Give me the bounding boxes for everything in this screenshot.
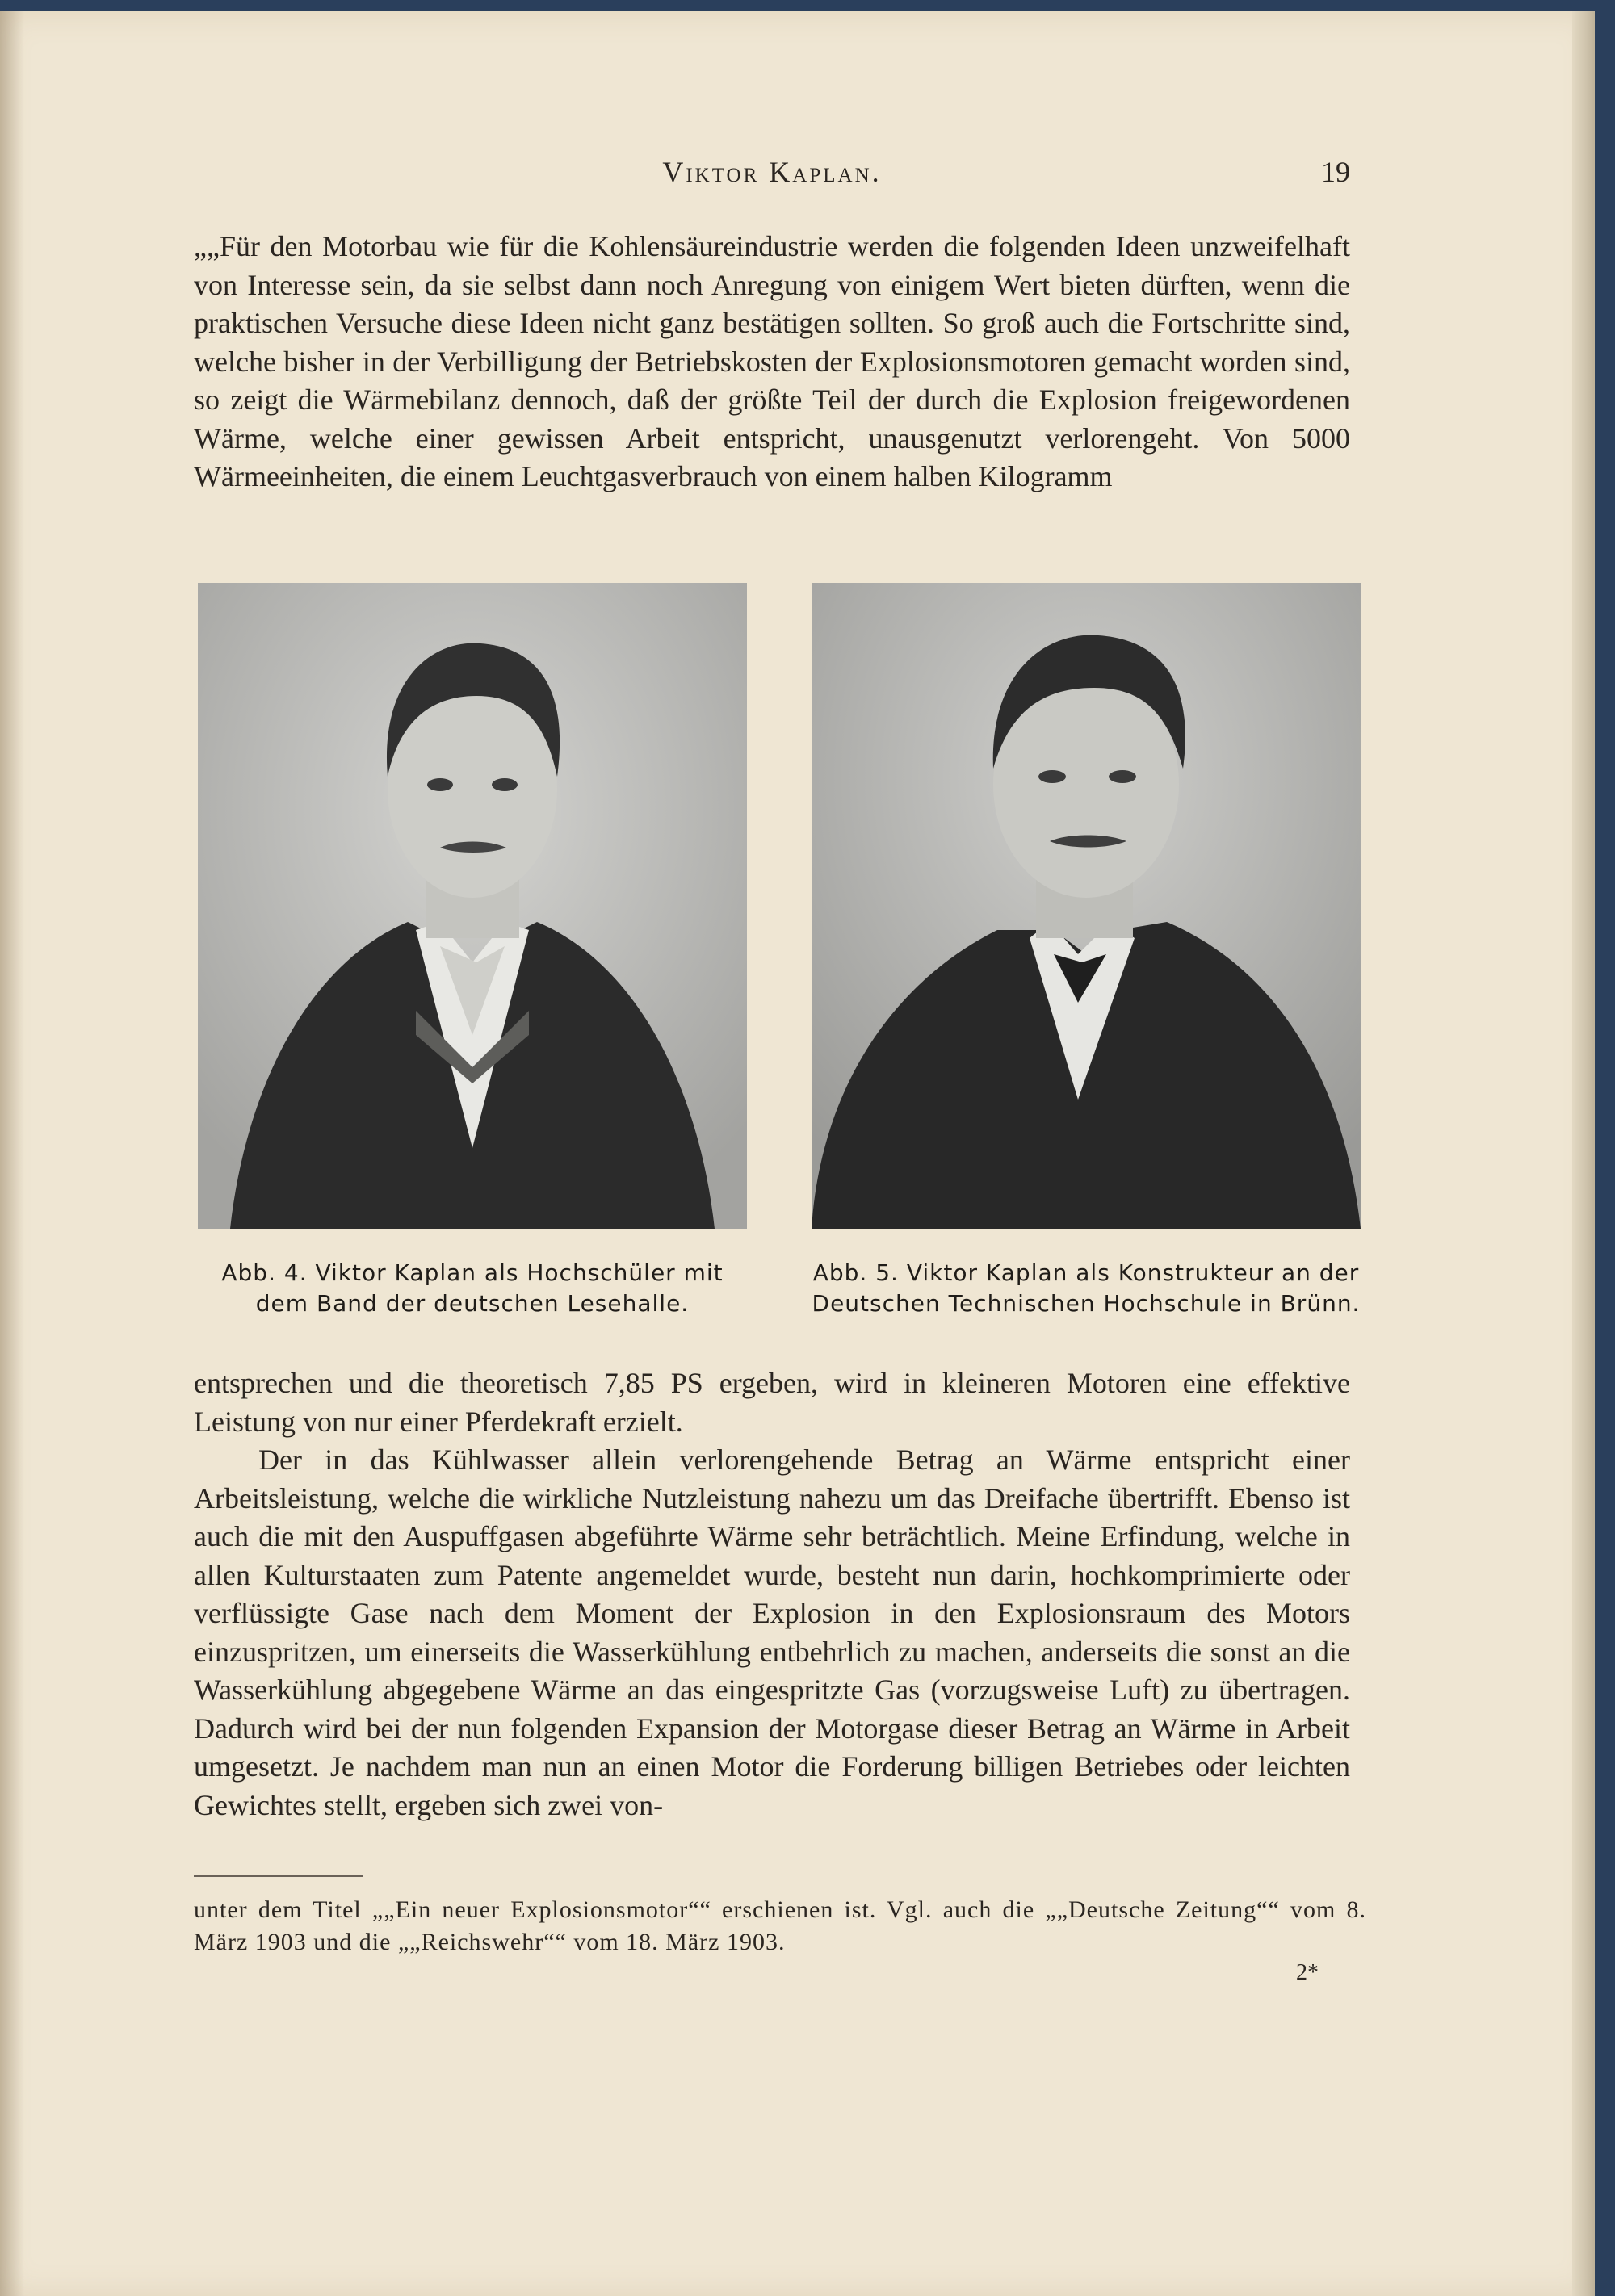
- paragraph-middle: entsprechen und die theoretisch 7,85 PS ergeben, wird in kleineren Motoren eine effektive Leistung von nur einer Pferdekraft erzielt.: [194, 1367, 1350, 1438]
- portrait-photo-engineer: [812, 583, 1361, 1229]
- figure-5-caption-line1: Abb. 5. Viktor Kaplan als Konstrukteur an der: [812, 1259, 1360, 1286]
- signature-mark: 2*: [1296, 1960, 1319, 1985]
- footnote-divider: [194, 1875, 363, 1877]
- spine-shadow: [0, 11, 24, 2296]
- figure-4-caption-line1: Abb. 4. Viktor Kaplan als Hochschüler mit: [221, 1259, 724, 1286]
- figure-5-caption: [795, 1258, 1377, 1319]
- portrait-image-student: [198, 583, 747, 1229]
- paragraph-lower: Der in das Kühlwasser allein verlorengehende Betrag an Wärme entspricht einer Arbeitsleistung, welche die wirkliche Nutzleistung nahezu um das Dreifache übertrifft. Ebenso ist auch die mit den Auspuffgasen abgeführte Wärme sehr beträchtlich. Meine Erfindung, welche in allen Kulturstaaten zum Patente angemeldet wurde, besteht nun darin, hochkomprimierte oder verflüssigte Gase nach dem Moment der Explosion in den Explosionsraum des Motors einzuspritzen, um einerseits die Wasserkühlung entbehrlich zu machen, anderseits die sonst an die Wasserkühlung abgegebene Wärme an das eingespritzte Gas (vorzugsweise Luft) zu übertragen. Dadurch wird bei der nun folgenden Expansion der Motorgase dieser Betrag an Wärme in Arbeit umgesetzt. Je nachdem man nun an einen Motor die Forderung billigen Betriebes oder leichten Gewichtes stellt, ergeben sich zwei von-: [194, 1443, 1350, 1821]
- page-number: 19: [1321, 156, 1350, 188]
- portrait-image-engineer: [812, 583, 1361, 1229]
- figure-4-caption-line2: dem Band der deutschen Lesehalle.: [255, 1290, 690, 1317]
- page-edge: [1572, 11, 1595, 2296]
- footnote: unter dem Titel „„Ein neuer Explosionsmotor““ erschienen ist. Vgl. auch die „„Deutsche Zeitung““ vom 8. März 1903 und die „„Reichswehr““ vom 18. März 1903.: [194, 1896, 1366, 1955]
- figure-5-caption-line2: Deutschen Technischen Hochschule in Brünn.: [812, 1290, 1361, 1317]
- portrait-photo-student: [198, 583, 747, 1229]
- paragraph-top: „„Für den Motorbau wie für die Kohlensäureindustrie werden die folgenden Ideen unzweifelhaft von Interesse sein, da sie selbst dann noch Anregung von einigem Wert bieten dürften, wenn die praktischen Versuche diese Ideen nicht ganz bestätigen sollten. So groß auch die Fortschritte sind, welche bisher in der Verbilligung der Betriebskosten der Explosionsmotoren gemacht worden sind, so zeigt die Wärmebilanz dennoch, daß der größte Teil der durch die Explosion freigewordenen Wärme, welche einer gewissen Arbeit entspricht, unausgenutzt verlorengeht. Von 5000 Wärmeeinheiten, die einem Leuchtgasverbrauch von einem halben Kilogramm: [194, 230, 1350, 492]
- header-title: Viktor Kaplan.: [662, 156, 882, 188]
- figure-4-caption: [190, 1258, 755, 1319]
- running-header: [194, 155, 1350, 195]
